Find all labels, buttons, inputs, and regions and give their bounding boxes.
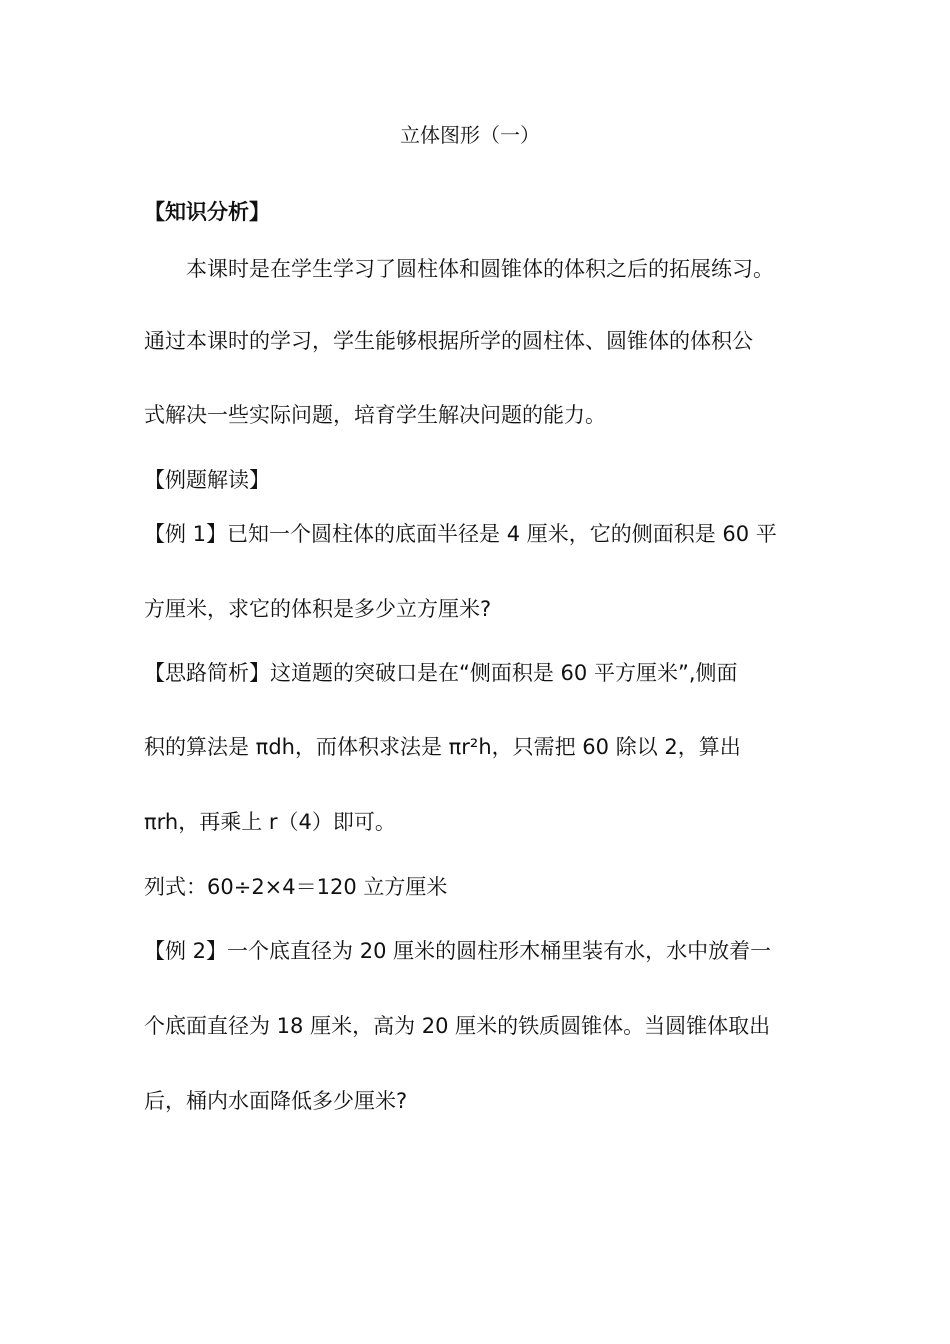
example2-line-2: 个底面直径为 18 厘米，高为 20 厘米的铁质圆锥体。当圆锥体取出 xyxy=(144,1014,771,1038)
formula-line: 列式：60÷2×4＝120 立方厘米 xyxy=(144,875,448,899)
knowledge-line-2: 通过本课时的学习，学生能够根据所学的圆柱体、圆锥体的体积公 xyxy=(144,329,753,353)
example1-line-1: 【例 1】已知一个圆柱体的底面半径是 4 厘米，它的侧面积是 60 平 xyxy=(144,522,777,546)
knowledge-line-1: 本课时是在学生学习了圆柱体和圆锥体的体积之后的拓展练习。 xyxy=(186,257,774,281)
knowledge-heading: 【知识分析】 xyxy=(144,200,270,224)
analysis-line-2: 积的算法是 πdh，而体积求法是 πr²h，只需把 60 除以 2，算出 xyxy=(144,735,741,759)
example2-line-3: 后，桶内水面降低多少厘米? xyxy=(144,1089,408,1113)
analysis-line-1: 【思路简析】这道题的突破口是在“侧面积是 60 平方厘米”,侧面 xyxy=(144,661,738,685)
knowledge-line-3: 式解决一些实际问题，培育学生解决问题的能力。 xyxy=(144,403,606,427)
page-title: 立体图形（一） xyxy=(400,123,540,147)
analysis-line-3: πrh，再乘上 r（4）即可。 xyxy=(144,810,396,834)
example-heading: 【例题解读】 xyxy=(144,468,270,492)
example1-line-2: 方厘米，求它的体积是多少立方厘米? xyxy=(144,597,492,621)
example2-line-1: 【例 2】一个底直径为 20 厘米的圆柱形木桶里装有水，水中放着一 xyxy=(144,939,772,963)
